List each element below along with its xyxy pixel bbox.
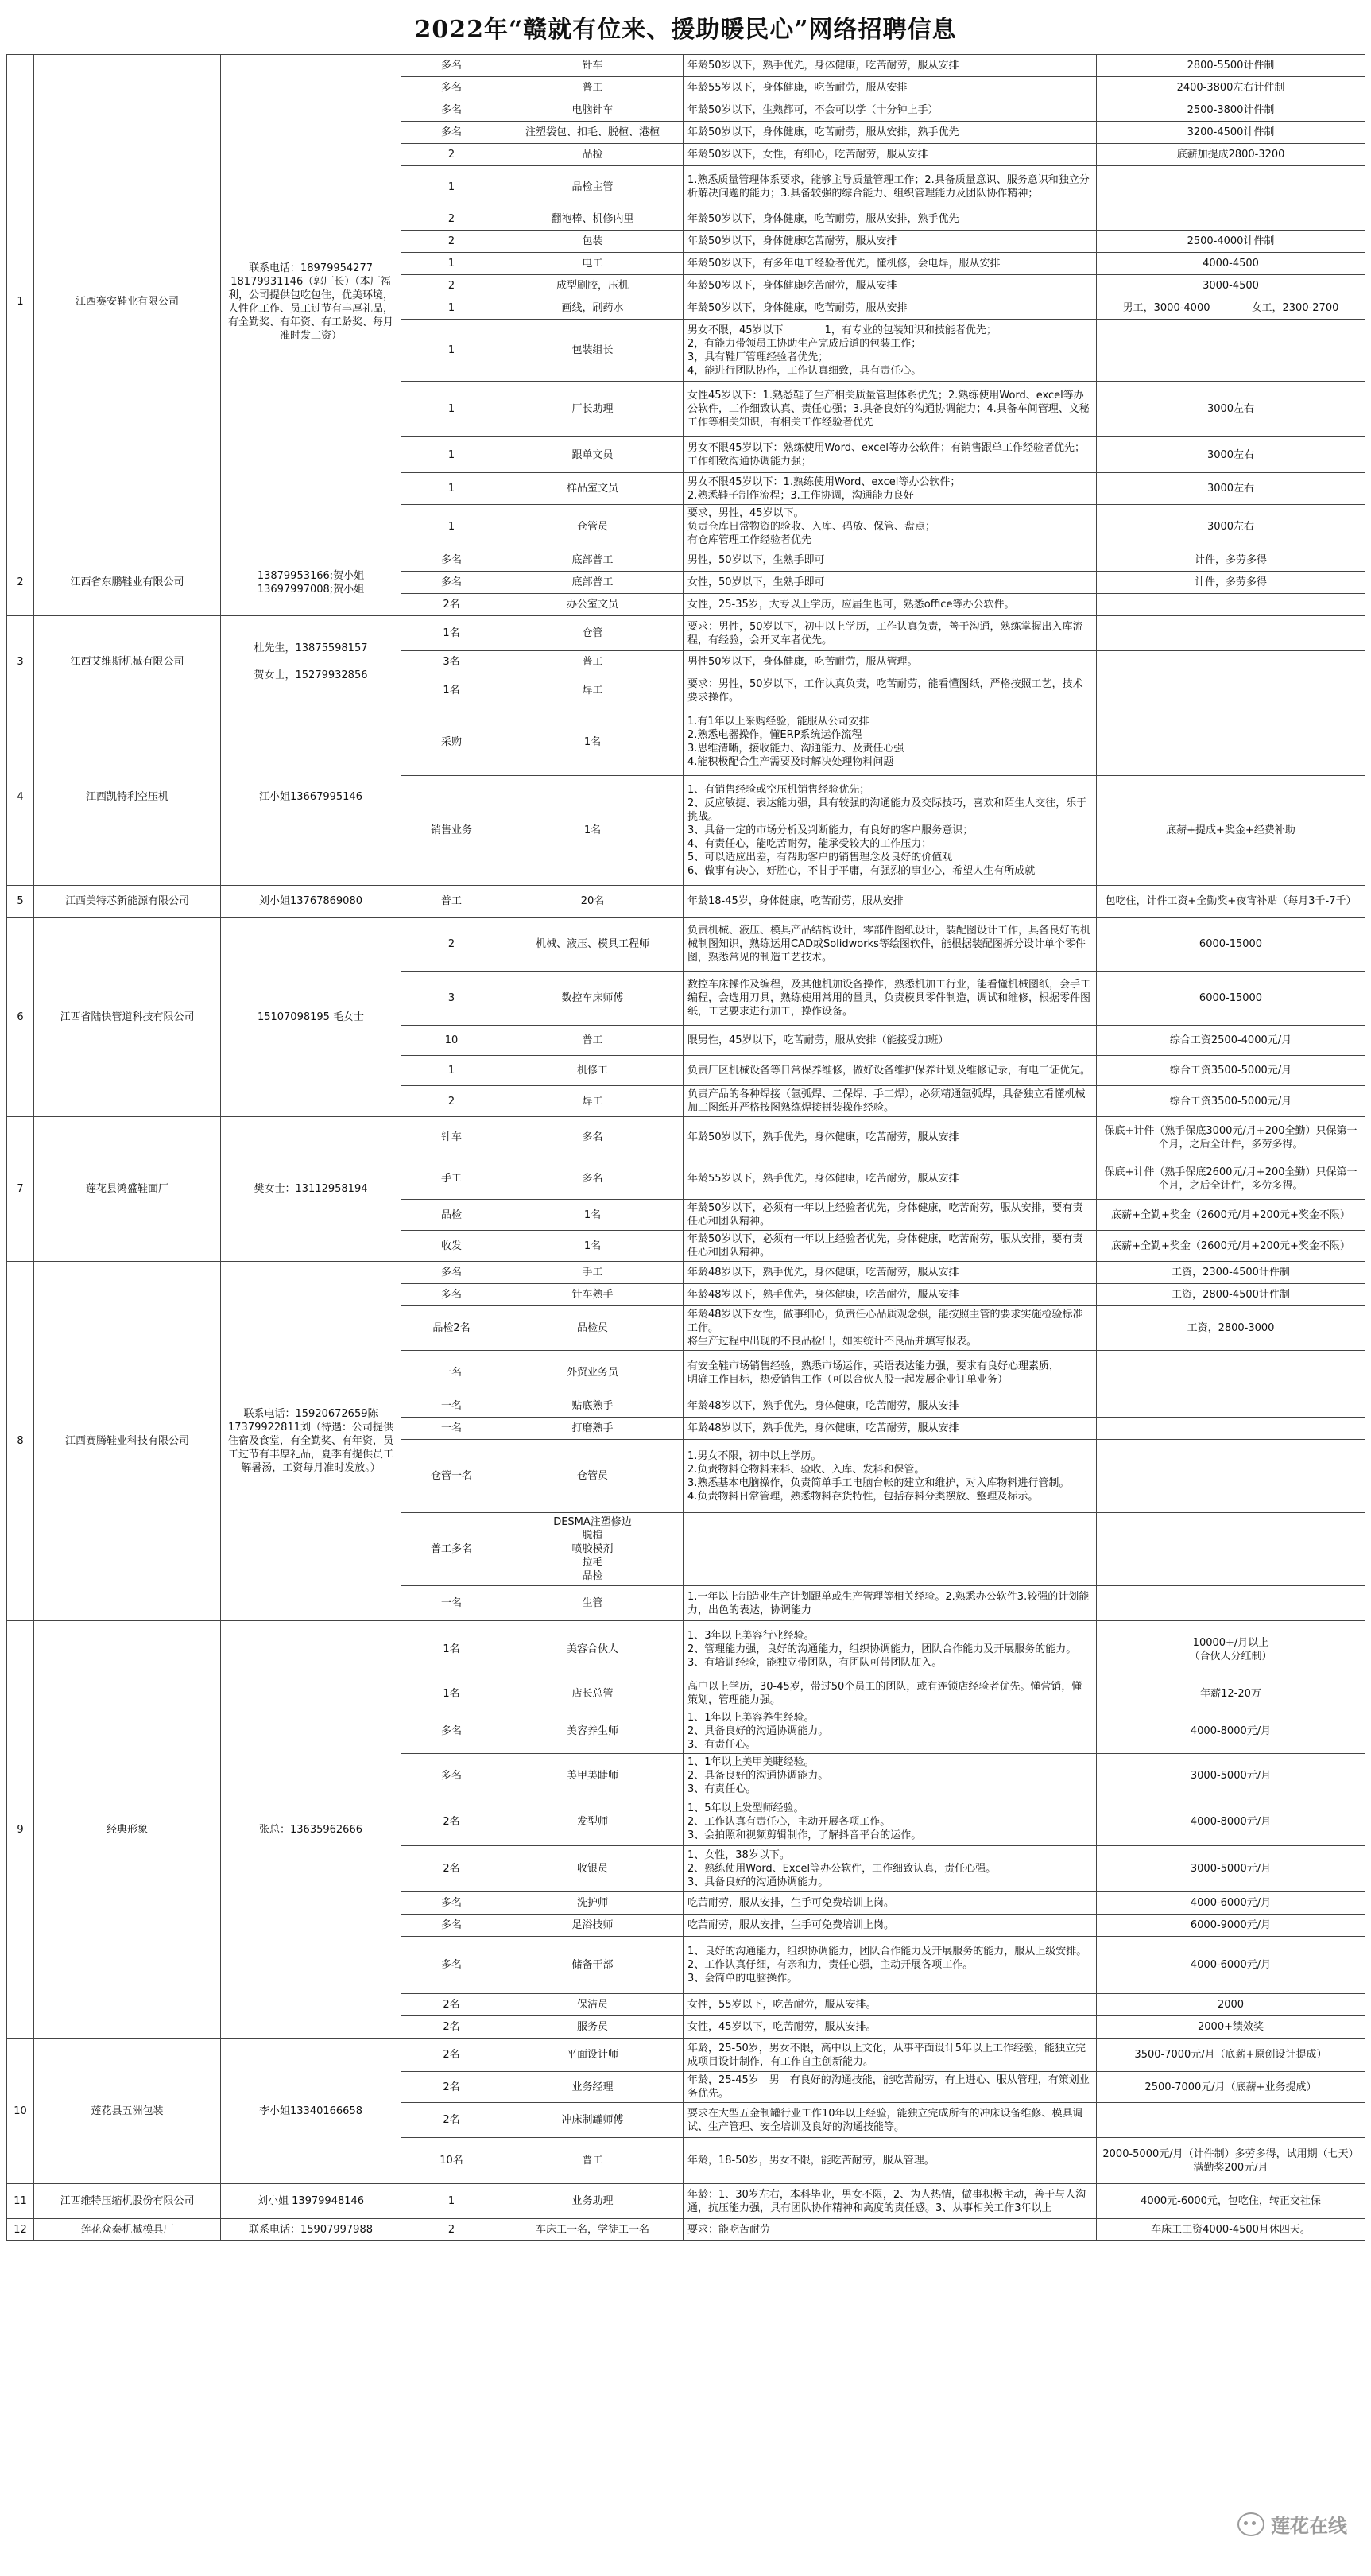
job-requirements: 吃苦耐劳，服从安排，生手可免费培训上岗。: [684, 1892, 1097, 1915]
job-salary: 6000-15000: [1097, 972, 1365, 1026]
job-title: 仓管员: [502, 1440, 684, 1513]
job-count: 2名: [401, 1798, 502, 1846]
job-count: 2: [401, 275, 502, 297]
job-title: 外贸业务员: [502, 1351, 684, 1395]
job-requirements: 女性，50岁以下，生熟手即可: [684, 572, 1097, 594]
job-count: 10名: [401, 2138, 502, 2184]
job-salary: 4000-6000元/月: [1097, 1892, 1365, 1915]
job-salary: [1097, 208, 1365, 231]
table-row: [7, 886, 1365, 918]
job-title: 电工: [502, 253, 684, 275]
company-number: 1: [7, 55, 34, 549]
job-salary: 计件，多劳多得: [1097, 572, 1365, 594]
job-title: 机修工: [502, 1056, 684, 1086]
company-name: 莲花众泰机械模具厂: [34, 2219, 221, 2241]
job-count: 多名: [401, 1284, 502, 1306]
job-salary: 综合工资3500-5000元/月: [1097, 1086, 1365, 1117]
job-title: 普工: [502, 77, 684, 99]
job-count: 多名: [401, 122, 502, 144]
job-salary: 保底+计件（熟手保底2600元/月+200全勤）只保第一个月，之后全计件，多劳多得。: [1097, 1158, 1365, 1200]
job-requirements: 年龄55岁以下，身体健康，吃苦耐劳，服从安排: [684, 77, 1097, 99]
job-salary: 4000元-6000元，包吃住，转正交社保: [1097, 2184, 1365, 2219]
job-title: 普工: [502, 651, 684, 673]
job-count: 1: [401, 505, 502, 549]
job-title: 打磨熟手: [502, 1418, 684, 1440]
job-salary: 4000-6000元/月: [1097, 1937, 1365, 1994]
table-row: [7, 1621, 1365, 1678]
job-salary: [1097, 1395, 1365, 1418]
job-title: 仓管员: [502, 505, 684, 549]
job-requirements: 负责厂区机械设备等日常保养维修，做好设备维护保养计划及维修记录，有电工证优先。: [684, 1056, 1097, 1086]
job-salary: 3000-5000元/月: [1097, 1754, 1365, 1798]
job-count: 多名: [401, 99, 502, 122]
table-row: [7, 1117, 1365, 1158]
job-title: 普工: [502, 2138, 684, 2184]
job-salary: 工资，2800-4500计件制: [1097, 1284, 1365, 1306]
job-salary: 男工，3000-4000 女工，2300-2700: [1097, 297, 1365, 320]
job-count: 2名: [401, 2039, 502, 2072]
job-requirements: 限男性，45岁以下，吃苦耐劳，服从安排（能接受加班）: [684, 1026, 1097, 1056]
job-count: 1名: [401, 616, 502, 651]
job-requirements: 1.男女不限，初中以上学历。 2.负责物料仓物料来料、验收、入库、发料和保管。 3.熟悉基本电脑操作，负责简单手工电脑台帐的建立和维护，对入库物料进行管制。 4.负责物料日常管理，熟悉物料存货特性，包括存料分类摆放、整理及标示。: [684, 1440, 1097, 1513]
job-requirements: [684, 1513, 1097, 1586]
job-requirements: 年龄50岁以下，身体健康，吃苦耐劳，服从安排，熟手优先: [684, 208, 1097, 231]
job-title: 普工: [502, 1026, 684, 1056]
job-title: 美甲美睫师: [502, 1754, 684, 1798]
job-title: 焊工: [502, 673, 684, 708]
job-count: 多名: [401, 1915, 502, 1937]
company-number: 9: [7, 1621, 34, 2039]
company-contact: 张总：13635962666: [221, 1621, 401, 2039]
job-salary: 综合工资3500-5000元/月: [1097, 1056, 1365, 1086]
job-salary: [1097, 1418, 1365, 1440]
job-count: 销售业务: [401, 776, 502, 886]
job-title: 品检: [502, 144, 684, 166]
job-title: 平面设计师: [502, 2039, 684, 2072]
job-requirements: 1、3年以上美容行业经验。 2、管理能力强，良好的沟通能力，组织协调能力，团队合作能力及开展服务的能力。 3、有培训经验，能独立带团队，有团队可带团队加入。: [684, 1621, 1097, 1678]
job-requirements: 年龄48岁以下，熟手优先，身体健康，吃苦耐劳，服从安排: [684, 1284, 1097, 1306]
job-title: 1名: [502, 776, 684, 886]
job-title: 洗护师: [502, 1892, 684, 1915]
table-row: [7, 616, 1365, 651]
job-salary: [1097, 1513, 1365, 1586]
job-count: 10: [401, 1026, 502, 1056]
job-count: 品检: [401, 1200, 502, 1231]
company-contact: 联系电话：15907997988: [221, 2219, 401, 2241]
job-salary: 2800-5500计件制: [1097, 55, 1365, 77]
job-count: 针车: [401, 1117, 502, 1158]
table-row: [7, 708, 1365, 776]
job-count: 多名: [401, 549, 502, 572]
job-salary: 4000-4500: [1097, 253, 1365, 275]
job-requirements: 1.一年以上制造业生产计划跟单或生产管理等相关经验。2.熟悉办公软件3.较强的计划能力，出色的表达，协调能力: [684, 1586, 1097, 1621]
company-number: 2: [7, 549, 34, 616]
job-title: 电脑针车: [502, 99, 684, 122]
job-requirements: 女性，55岁以下，吃苦耐劳，服从安排。: [684, 1994, 1097, 2016]
job-salary: 工资，2800-3000: [1097, 1306, 1365, 1351]
job-title: 1名: [502, 1200, 684, 1231]
company-contact: 杜先生，13875598157 贺女士，15279932856: [221, 616, 401, 708]
company-name: 莲花县鸿盛鞋面厂: [34, 1117, 221, 1262]
company-number: 10: [7, 2039, 34, 2184]
job-salary: [1097, 1351, 1365, 1395]
job-count: 1: [401, 320, 502, 382]
job-count: 多名: [401, 77, 502, 99]
job-count: 2: [401, 1086, 502, 1117]
job-count: 1: [401, 1056, 502, 1086]
company-name: 经典形象: [34, 1621, 221, 2039]
job-title: 成型刷胶，压机: [502, 275, 684, 297]
job-requirements: 男女不限45岁以下：1.熟练使用Word、excel等办公软件； 2.熟悉鞋子制作流程；3.工作协调，沟通能力良好: [684, 473, 1097, 505]
job-requirements: 负责机械、液压、模具产品结构设计，零部件图纸设计，装配图设计工作，具备良好的机械制图知识，熟练运用CAD或Solidworks等绘图软件，能根据装配图拆分设计单个零件图，熟悉常见的制造工艺技术。: [684, 918, 1097, 972]
table-row: [7, 2219, 1365, 2241]
job-title: 厂长助理: [502, 382, 684, 437]
job-requirements: 要求：男性，50岁以下，工作认真负责，吃苦耐劳，能看懂图纸，严格按照工艺，技术要求操作。: [684, 673, 1097, 708]
job-title: 生管: [502, 1586, 684, 1621]
company-name: 江西艾维斯机械有限公司: [34, 616, 221, 708]
job-title: 注塑袋包、扣毛、脱楦、港楦: [502, 122, 684, 144]
job-salary: [1097, 616, 1365, 651]
job-title: 焊工: [502, 1086, 684, 1117]
job-title: 业务经理: [502, 2072, 684, 2103]
job-requirements: 年龄，25-50岁，男女不限，高中以上文化，从事平面设计5年以上工作经验，能独立完成项目设计制作，有工作自主创新能力。: [684, 2039, 1097, 2072]
job-count: 2名: [401, 2103, 502, 2138]
job-requirements: 1、1年以上美甲美睫经验。 2、具备良好的沟通协调能力。 3、有责任心。: [684, 1754, 1097, 1798]
job-salary: [1097, 166, 1365, 208]
job-title: 底部普工: [502, 572, 684, 594]
job-salary: 底薪+全勤+奖金（2600元/月+200元+奖金不限）: [1097, 1231, 1365, 1262]
job-requirements: 1、女性，38岁以下。 2、熟练使用Word、Excel等办公软件，工作细致认真，责任心强。 3、具备良好的沟通协调能力。: [684, 1846, 1097, 1892]
job-requirements: 1.熟悉质量管理体系要求，能够主导质量管理工作；2.具备质量意识、服务意识和独立分析解决问题的能力；3.具备较强的综合能力、组织管理能力及团队协作精神；: [684, 166, 1097, 208]
job-requirements: 要求：能吃苦耐劳: [684, 2219, 1097, 2241]
job-salary: 计件，多劳多得: [1097, 549, 1365, 572]
job-salary: 6000-9000元/月: [1097, 1915, 1365, 1937]
job-salary: 2400-3800左右计件制: [1097, 77, 1365, 99]
job-salary: 底薪加提成2800-3200: [1097, 144, 1365, 166]
job-title: 多名: [502, 1117, 684, 1158]
job-requirements: 年龄50岁以下，必须有一年以上经验者优先，身体健康，吃苦耐劳，服从安排，要有责任心和团队精神。: [684, 1231, 1097, 1262]
job-title: 美容合伙人: [502, 1621, 684, 1678]
job-title: 美容养生师: [502, 1709, 684, 1754]
job-requirements: 年龄，18-50岁，男女不限，能吃苦耐劳，服从管理。: [684, 2138, 1097, 2184]
job-salary: 底薪+提成+奖金+经费补助: [1097, 776, 1365, 886]
job-count: 2: [401, 2219, 502, 2241]
job-salary: 3000左右: [1097, 505, 1365, 549]
job-requirements: 年龄50岁以下，生熟都可，不会可以学（十分钟上手）: [684, 99, 1097, 122]
job-title: 收银员: [502, 1846, 684, 1892]
job-requirements: 年龄48岁以下女性，做事细心，负责任心品质观念强，能按照主管的要求实施检验标准工作。 将生产过程中出现的不良品检出，如实统计不良品并填写报表。: [684, 1306, 1097, 1351]
job-title: DESMA注塑修边 脱楦 喷胶模剂 拉毛 品检: [502, 1513, 684, 1586]
job-title: 底部普工: [502, 549, 684, 572]
job-count: 1: [401, 473, 502, 505]
job-salary: 工资，2300-4500计件制: [1097, 1262, 1365, 1284]
job-count: 仓管一名: [401, 1440, 502, 1513]
job-count: 2: [401, 231, 502, 253]
job-count: 一名: [401, 1586, 502, 1621]
company-name: 江西维特压缩机股份有限公司: [34, 2184, 221, 2219]
table-row: [7, 549, 1365, 572]
job-requirements: 男性50岁以下，身体健康，吃苦耐劳，服从管理。: [684, 651, 1097, 673]
job-requirements: 要求在大型五金制罐行业工作10年以上经验，能独立完成所有的冲床设备维修、模具调试、生产管理、安全培训及良好的沟通技能等。: [684, 2103, 1097, 2138]
job-requirements: 数控车床操作及编程，及其他机加设备操作，熟悉机加工行业，能看懂机械图纸，会手工编程，会选用刀具，熟练使用常用的量具，负责模具零件制造，调试和维修，根据零件图纸，工艺要求进行加工，操作设备。: [684, 972, 1097, 1026]
job-title: 贴底熟手: [502, 1395, 684, 1418]
job-salary: 保底+计件（熟手保底3000元/月+200全勤）只保第一个月，之后全计件，多劳多得。: [1097, 1117, 1365, 1158]
recruitment-table: [6, 54, 1365, 2241]
company-number: 4: [7, 708, 34, 886]
company-contact: 联系电话：15920672659陈 17379922811刘（待遇：公司提供住宿及食堂，有全勤奖、有年资，员工过节有丰厚礼品，夏季有提供员工解暑汤，工资每月准时发放。）: [221, 1262, 401, 1621]
table-row: [7, 918, 1365, 972]
job-salary: 底薪+全勤+奖金（2600元/月+200元+奖金不限）: [1097, 1200, 1365, 1231]
job-title: 服务员: [502, 2016, 684, 2039]
job-requirements: 1、5年以上发型师经验。 2、工作认真有责任心，主动开展各项工作。 3、会拍照和视频剪辑制作，了解抖音平台的运作。: [684, 1798, 1097, 1846]
table-row: [7, 55, 1365, 77]
job-requirements: 年龄50岁以下，身体健康，吃苦耐劳，服从安排: [684, 297, 1097, 320]
job-title: 发型师: [502, 1798, 684, 1846]
job-title: 针车熟手: [502, 1284, 684, 1306]
company-contact: 刘小姐 13979948146: [221, 2184, 401, 2219]
job-count: 多名: [401, 1262, 502, 1284]
job-count: 2: [401, 918, 502, 972]
table-row: [7, 2184, 1365, 2219]
company-contact: 15107098195 毛女士: [221, 918, 401, 1117]
job-requirements: 年龄18-45岁，身体健康，吃苦耐劳，服从安排: [684, 886, 1097, 918]
company-name: 莲花县五洲包装: [34, 2039, 221, 2184]
job-count: 2名: [401, 1846, 502, 1892]
company-name: 江西赛腾鞋业科技有限公司: [34, 1262, 221, 1621]
job-title: 业务助理: [502, 2184, 684, 2219]
job-count: 1: [401, 297, 502, 320]
job-title: 品检主管: [502, 166, 684, 208]
job-count: 2名: [401, 2072, 502, 2103]
job-requirements: 年龄50岁以下，熟手优先，身体健康，吃苦耐劳，服从安排: [684, 1117, 1097, 1158]
job-title: 机械、液压、模具工程师: [502, 918, 684, 972]
job-salary: 4000-8000元/月: [1097, 1709, 1365, 1754]
job-salary: 3500-7000元/月（底薪+原创设计提成）: [1097, 2039, 1365, 2072]
job-requirements: 年龄50岁以下，身体健康，吃苦耐劳，服从安排，熟手优先: [684, 122, 1097, 144]
job-requirements: 年龄50岁以下，身体健康吃苦耐劳，服从安排: [684, 275, 1097, 297]
job-salary: 2000-5000元/月（计件制）多劳多得，试用期（七天）满勤奖200元/月: [1097, 2138, 1365, 2184]
company-contact: 13879953166;贺小姐 13697997008;贺小姐: [221, 549, 401, 616]
job-requirements: 年龄48岁以下，熟手优先，身体健康，吃苦耐劳，服从安排: [684, 1395, 1097, 1418]
job-count: 1名: [401, 1621, 502, 1678]
job-count: 2名: [401, 594, 502, 616]
job-count: 收发: [401, 1231, 502, 1262]
job-requirements: 女性45岁以下：1.熟悉鞋子生产相关质量管理体系优先；2.熟练使用Word、excel等办公软件，工作细致认真、责任心强；3.具备良好的沟通协调能力；4.具备车间管理、文秘工作等相关知识，有相关工作经验者优先: [684, 382, 1097, 437]
job-requirements: 年龄50岁以下，熟手优先，身体健康，吃苦耐劳，服从安排: [684, 55, 1097, 77]
job-salary: 年薪12-20万: [1097, 1678, 1365, 1709]
job-title: 车床工一名，学徒工一名: [502, 2219, 684, 2241]
company-number: 7: [7, 1117, 34, 1262]
job-title: 1名: [502, 708, 684, 776]
job-count: 一名: [401, 1351, 502, 1395]
job-title: 包装: [502, 231, 684, 253]
job-count: 普工: [401, 886, 502, 918]
job-title: 画线，刷药水: [502, 297, 684, 320]
company-number: 5: [7, 886, 34, 918]
job-title: 1名: [502, 1231, 684, 1262]
job-count: 1: [401, 382, 502, 437]
job-count: 3: [401, 972, 502, 1026]
job-requirements: 女性，45岁以下，吃苦耐劳，服从安排。: [684, 2016, 1097, 2039]
job-requirements: 高中以上学历，30-45岁，带过50个员工的团队，或有连锁店经验者优先。懂营销，懂策划，管理能力强。: [684, 1678, 1097, 1709]
job-requirements: 年龄50岁以下，有多年电工经验者优先，懂机修，会电焊，服从安排: [684, 253, 1097, 275]
job-salary: 综合工资2500-4000元/月: [1097, 1026, 1365, 1056]
job-count: 一名: [401, 1418, 502, 1440]
job-requirements: 年龄55岁以下，熟手优先，身体健康，吃苦耐劳，服从安排: [684, 1158, 1097, 1200]
job-count: 1名: [401, 1678, 502, 1709]
company-contact: 联系电话：18979954277 18179931146（郭厂长）（本厂福利，公司提供包吃包住，优美环境，人性化工作、员工过节有丰厚礼品，有全勤奖、有年资、有工龄奖、每月准时发工资）: [221, 55, 401, 549]
job-salary: 3000左右: [1097, 382, 1365, 437]
job-count: 多名: [401, 1937, 502, 1994]
job-salary: 2500-4000计件制: [1097, 231, 1365, 253]
job-requirements: 年龄48岁以下，熟手优先，身体健康，吃苦耐劳，服从安排: [684, 1262, 1097, 1284]
job-salary: 2500-3800计件制: [1097, 99, 1365, 122]
job-salary: 包吃住，计件工资+全勤奖+夜宵补贴（每月3千-7千）: [1097, 886, 1365, 918]
job-salary: 车床工工资4000-4500月休四天。: [1097, 2219, 1365, 2241]
job-count: 普工多名: [401, 1513, 502, 1586]
job-requirements: 年龄，25-45岁 男 有良好的沟通技能，能吃苦耐劳，有上进心、服从管理，有策划业务优先。: [684, 2072, 1097, 2103]
job-count: 多名: [401, 1754, 502, 1798]
company-name: 江西凯特利空压机: [34, 708, 221, 886]
job-title: 储备干部: [502, 1937, 684, 1994]
job-count: 多名: [401, 1709, 502, 1754]
job-title: 冲床制罐师傅: [502, 2103, 684, 2138]
table-row: [7, 1262, 1365, 1284]
job-requirements: 负责产品的各种焊接（氩弧焊、二保焊、手工焊），必须精通氩弧焊，具备独立看懂机械加工图纸并严格按图熟练焊接拼装操作经验。: [684, 1086, 1097, 1117]
company-name: 江西省东鹏鞋业有限公司: [34, 549, 221, 616]
job-requirements: 1、1年以上美容养生经验。 2、具备良好的沟通协调能力。 3、有责任心。: [684, 1709, 1097, 1754]
company-number: 12: [7, 2219, 34, 2241]
job-salary: 3000-5000元/月: [1097, 1846, 1365, 1892]
job-requirements: 男性，50岁以下，生熟手即可: [684, 549, 1097, 572]
job-title: 手工: [502, 1262, 684, 1284]
job-requirements: 有安全鞋市场销售经验，熟悉市场运作，英语表达能力强，要求有良好心理素质， 明确工作目标，热爱销售工作（可以合伙人股一起发展企业订单业务）: [684, 1351, 1097, 1395]
job-requirements: 年龄50岁以下，身体健康吃苦耐劳，服从安排: [684, 231, 1097, 253]
page-title: 2022年“赣就有位来、援助暖民心”网络招聘信息: [414, 16, 957, 44]
job-count: 2名: [401, 2016, 502, 2039]
job-title: 针车: [502, 55, 684, 77]
job-salary: [1097, 708, 1365, 776]
job-requirements: 要求：男性，50岁以下，初中以上学历，工作认真负责，善于沟通，熟练掌握出入库流程，有经验，会开叉车者优先。: [684, 616, 1097, 651]
table-row: [7, 2039, 1365, 2072]
job-title: 品检员: [502, 1306, 684, 1351]
job-count: 手工: [401, 1158, 502, 1200]
job-title: 翻袍棒、机修内里: [502, 208, 684, 231]
company-number: 6: [7, 918, 34, 1117]
job-requirements: 1.有1年以上采购经验，能服从公司安排 2.熟悉电器操作，懂ERP系统运作流程 3.思维清晰，接收能力、沟通能力、及责任心强 4.能积极配合生产需要及时解决处理物料问题: [684, 708, 1097, 776]
job-title: 仓管: [502, 616, 684, 651]
job-count: 1: [401, 2184, 502, 2219]
job-salary: 2000+绩效奖: [1097, 2016, 1365, 2039]
job-count: 2: [401, 144, 502, 166]
job-title: 店长总管: [502, 1678, 684, 1709]
job-title: 包装组长: [502, 320, 684, 382]
job-count: 1: [401, 166, 502, 208]
watermark-text: 莲花在线: [1271, 2515, 1347, 2537]
job-requirements: 要求，男性，45岁以下。 负责仓库日常物资的验收、入库、码放、保管、盘点； 有仓库管理工作经验者优先: [684, 505, 1097, 549]
company-number: 8: [7, 1262, 34, 1621]
job-count: 一名: [401, 1395, 502, 1418]
job-title: 足浴技师: [502, 1915, 684, 1937]
job-requirements: 女性，25-35岁，大专以上学历，应届生也可，熟悉office等办公软件。: [684, 594, 1097, 616]
company-name: 江西美特芯新能源有限公司: [34, 886, 221, 918]
job-count: 2: [401, 208, 502, 231]
watermark: [1237, 2510, 1347, 2538]
job-title: 样品室文员: [502, 473, 684, 505]
job-requirements: 1、良好的沟通能力，组织协调能力，团队合作能力及开展服务的能力，服从上级安排。 2、工作认真仔细，有亲和力，责任心强，主动开展各项工作。 3、会简单的电脑操作。: [684, 1937, 1097, 1994]
job-title: 办公室文员: [502, 594, 684, 616]
job-salary: [1097, 2103, 1365, 2138]
company-name: 江西省陆快管道科技有限公司: [34, 918, 221, 1117]
company-contact: 李小姐13340166658: [221, 2039, 401, 2184]
job-salary: [1097, 673, 1365, 708]
company-contact: 樊女士：13112958194: [221, 1117, 401, 1262]
job-title: 多名: [502, 1158, 684, 1200]
job-count: 3名: [401, 651, 502, 673]
company-contact: 刘小姐13767869080: [221, 886, 401, 918]
job-requirements: 吃苦耐劳，服从安排，生手可免费培训上岗。: [684, 1915, 1097, 1937]
company-number: 3: [7, 616, 34, 708]
job-salary: [1097, 651, 1365, 673]
job-salary: [1097, 594, 1365, 616]
job-count: 多名: [401, 55, 502, 77]
job-salary: [1097, 1440, 1365, 1513]
job-salary: 3000-4500: [1097, 275, 1365, 297]
job-salary: 6000-15000: [1097, 918, 1365, 972]
job-count: 2名: [401, 1994, 502, 2016]
job-requirements: 男女不限45岁以下：熟练使用Word、excel等办公软件；有销售跟单工作经验者优先；工作细致沟通协调能力强；: [684, 437, 1097, 473]
job-salary: 3000左右: [1097, 473, 1365, 505]
job-count: 采购: [401, 708, 502, 776]
job-requirements: 年龄50岁以下，女性，有细心，吃苦耐劳，服从安排: [684, 144, 1097, 166]
job-count: 1名: [401, 673, 502, 708]
company-name: 江西赛安鞋业有限公司: [34, 55, 221, 549]
job-title: 保洁员: [502, 1994, 684, 2016]
job-salary: [1097, 1586, 1365, 1621]
job-requirements: 年龄50岁以下，必须有一年以上经验者优先，身体健康，吃苦耐劳，服从安排，要有责任心和团队精神。: [684, 1200, 1097, 1231]
company-contact: 江小姐13667995146: [221, 708, 401, 886]
job-title: 20名: [502, 886, 684, 918]
job-title: 跟单文员: [502, 437, 684, 473]
job-requirements: 男女不限，45岁以下 1，有专业的包装知识和技能者优先； 2，有能力带领员工协助生产完成后道的包装工作； 3，具有鞋厂管理经验者优先； 4，能进行团队协作，工作认真细致，具有责任心。: [684, 320, 1097, 382]
job-salary: 10000+/月以上 （合伙人分红制）: [1097, 1621, 1365, 1678]
job-count: 多名: [401, 572, 502, 594]
job-requirements: 1、有销售经验或空压机销售经验优先； 2、反应敏捷、表达能力强，具有较强的沟通能力及交际技巧，喜欢和陌生人交往，乐于挑战。 3、具备一定的市场分析及判断能力，有良好的客户服务意识； 4、有责任心，能吃苦耐劳，能承受较大的工作压力； 5、可以适应出差，有帮助客户的销售理念及良好的价值观 6、做事有决心，好胜心，不甘于平庸，有强烈的事业心，希望人生有所成就: [684, 776, 1097, 886]
job-count: 1: [401, 437, 502, 473]
job-count: 1: [401, 253, 502, 275]
job-count: 多名: [401, 1892, 502, 1915]
wechat-icon: [1237, 2512, 1264, 2536]
job-salary: 2500-7000元/月（底薪+业务提成）: [1097, 2072, 1365, 2103]
job-requirements: 年龄48岁以下，熟手优先，身体健康，吃苦耐劳，服从安排: [684, 1418, 1097, 1440]
job-requirements: 年龄：1、30岁左右，本科毕业，男女不限，2、为人热情，做事积极主动，善于与人沟通，抗压能力强，具有团队协作精神和高度的责任感。3、从事相关工作3年以上: [684, 2184, 1097, 2219]
job-salary: 3200-4500计件制: [1097, 122, 1365, 144]
job-salary: 2000: [1097, 1994, 1365, 2016]
job-salary: 3000左右: [1097, 437, 1365, 473]
company-number: 11: [7, 2184, 34, 2219]
job-salary: [1097, 320, 1365, 382]
job-salary: 4000-8000元/月: [1097, 1798, 1365, 1846]
job-title: 数控车床师傅: [502, 972, 684, 1026]
job-count: 品检2名: [401, 1306, 502, 1351]
